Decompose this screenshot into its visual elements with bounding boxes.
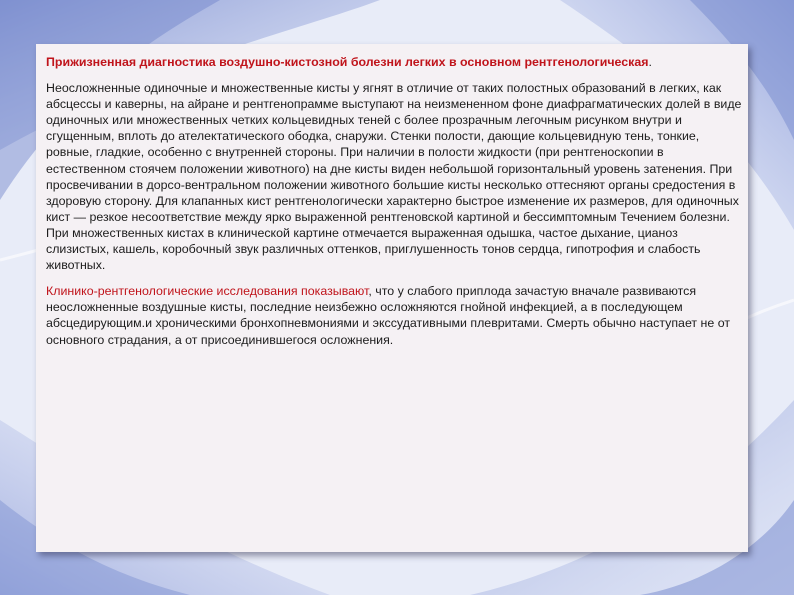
paragraph-2 [46, 283, 744, 347]
paragraph-2-highlight: Клинико-рентгенологические исследования показывают [46, 284, 369, 299]
content-panel [36, 44, 748, 552]
paragraph-1: Неосложненные одиночные и множественные кисты у ягнят в отличие от таких полостных образований в легких, как абсцессы и каверны, на айране и рентгенопрамме выступают на неизмененном фоне диафрагматических долей в виде одиночных или множественных четких кольцевидных теней с более прозрачным легочным рисунком внутри и сгущенным, вплоть до ателектатического ободка, снаружи. Стенки полости, дающие кольцевидную тень, тонкие, ровные, гладкие, особенно с внутренней стороны. При наличии в полости жидкости (при рентгеноскопии в естественном стоячем положении животного) на дне кисты виден небольшой горизонтальный уровень затенения. При просвечивании в дорсо-вентральном положении животного большие кисты несколько оттесняют органы средостения в здоровую сторону. Для клапанных кист рентгенологически характерно быстрое изменение их размеров, для одиночных кист — резкое несоответствие между ярко выраженной рентгеновской картиной и бессимптомным Течением болезни. При множественных кистах в клинической картине отмечается выраженная одышка, частое дыхание, цианоз слизистых, кашель, коробочный звук различных оттенков, приглушенность тонов сердца, гипотрофия и слабость животных. [46, 81, 742, 273]
slide-body [46, 54, 744, 358]
heading-text: Прижизненная диагностика воздушно-кистозной болезни легких в основном рентгенологическая [46, 55, 649, 69]
slide-heading [46, 54, 744, 70]
paragraph-2-text: , что у слабого приплода зачастую вначале развиваются неосложненные воздушные кисты, последние неизбежно осложняются гнойной инфекцией, а в последующем абсцедирующим.и хроническими бронхопневмониями и экссудативными плевритами. Смерть обычно наступает не от основного страдания, а от присоединившегося осложнения. [46, 284, 731, 347]
heading-period: . [648, 55, 652, 69]
